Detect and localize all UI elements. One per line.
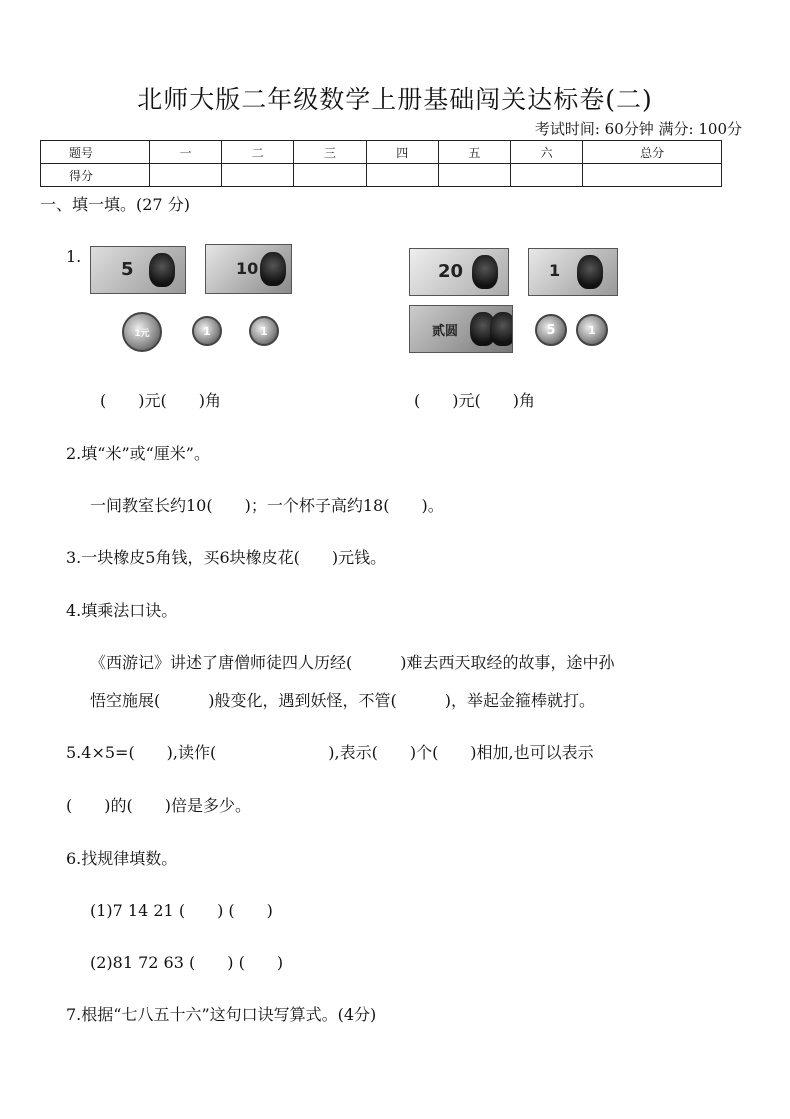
score-table [40, 140, 722, 187]
section-heading: 一、填一填。(27 分) [40, 195, 190, 214]
table-cell: 四 [366, 141, 438, 164]
question-line[interactable]: 《西游记》讲述了唐僧师徒四人历经( )难去西天取经的故事，途中孙 [90, 653, 615, 672]
banknote-value: 10 [236, 259, 259, 278]
banknote-image [409, 248, 509, 296]
portrait-icon [577, 255, 603, 289]
table-cell: 题号 [41, 141, 150, 164]
exam-info: 考试时间: 60分钟 满分: 100分 [534, 120, 742, 138]
question-text: 2.填“米”或“厘米”。 [66, 444, 210, 463]
table-cell: 六 [511, 141, 583, 164]
banknote-image [409, 305, 513, 353]
question-line[interactable]: 5.4×5=( ),读作( ),表示( )个( )相加,也可以表示 [66, 743, 594, 762]
question-line[interactable]: 悟空施展( )般变化，遇到妖怪，不管( )，举起金箍棒就打。 [90, 691, 595, 710]
score-cell[interactable] [583, 164, 722, 187]
score-cell[interactable] [511, 164, 583, 187]
table-cell: 五 [438, 141, 510, 164]
portrait-icon [260, 252, 286, 286]
table-row [41, 141, 722, 164]
question-line[interactable]: (2)81 72 63 ( ) ( ) [90, 953, 284, 972]
score-cell[interactable] [222, 164, 294, 187]
table-cell: 三 [294, 141, 366, 164]
score-cell[interactable] [150, 164, 222, 187]
question-line[interactable]: ( )的( )倍是多少。 [66, 796, 251, 815]
question-line[interactable]: (1)7 14 21 ( ) ( ) [90, 901, 273, 920]
banknote-image [528, 248, 618, 296]
banknote-value: 贰圆 [432, 324, 459, 339]
coin-image: 1元 [122, 312, 162, 352]
score-cell[interactable] [366, 164, 438, 187]
score-cell[interactable] [294, 164, 366, 187]
question-text: 7.根据“七八五十六”这句口诀写算式。(4分) [66, 1005, 377, 1024]
table-cell: 一 [150, 141, 222, 164]
portrait-icon [490, 312, 513, 346]
banknote-value: 1 [549, 261, 561, 280]
coin-image: 5 [535, 314, 567, 346]
portrait-icon [149, 253, 175, 287]
question-text[interactable]: 3.一块橡皮5角钱，买6块橡皮花( )元钱。 [66, 548, 387, 567]
question-text: 4.填乘法口诀。 [66, 601, 178, 620]
banknote-image [90, 246, 186, 294]
banknote-value: 5 [121, 259, 134, 280]
page-title: 北师大版二年级数学上册基础闯关达标卷(二) [137, 85, 653, 114]
table-cell: 总分 [583, 141, 722, 164]
answer-blank[interactable]: ( )元( )角 [414, 391, 535, 410]
question-text: 6.找规律填数。 [66, 849, 178, 868]
banknote-value: 20 [438, 261, 464, 282]
portrait-icon [472, 255, 498, 289]
table-cell: 得分 [41, 164, 150, 187]
question-number: 1. [66, 247, 82, 266]
coin-image: 1 [576, 314, 608, 346]
table-cell: 二 [222, 141, 294, 164]
score-cell[interactable] [438, 164, 510, 187]
question-line[interactable]: 一间教室长约10( )；一个杯子高约18( )。 [90, 496, 444, 515]
coin-image: 1 [192, 316, 222, 346]
banknote-image [205, 244, 292, 294]
table-row [41, 164, 722, 187]
answer-blank[interactable]: ( )元( )角 [100, 391, 221, 410]
coin-image: 1 [249, 316, 279, 346]
